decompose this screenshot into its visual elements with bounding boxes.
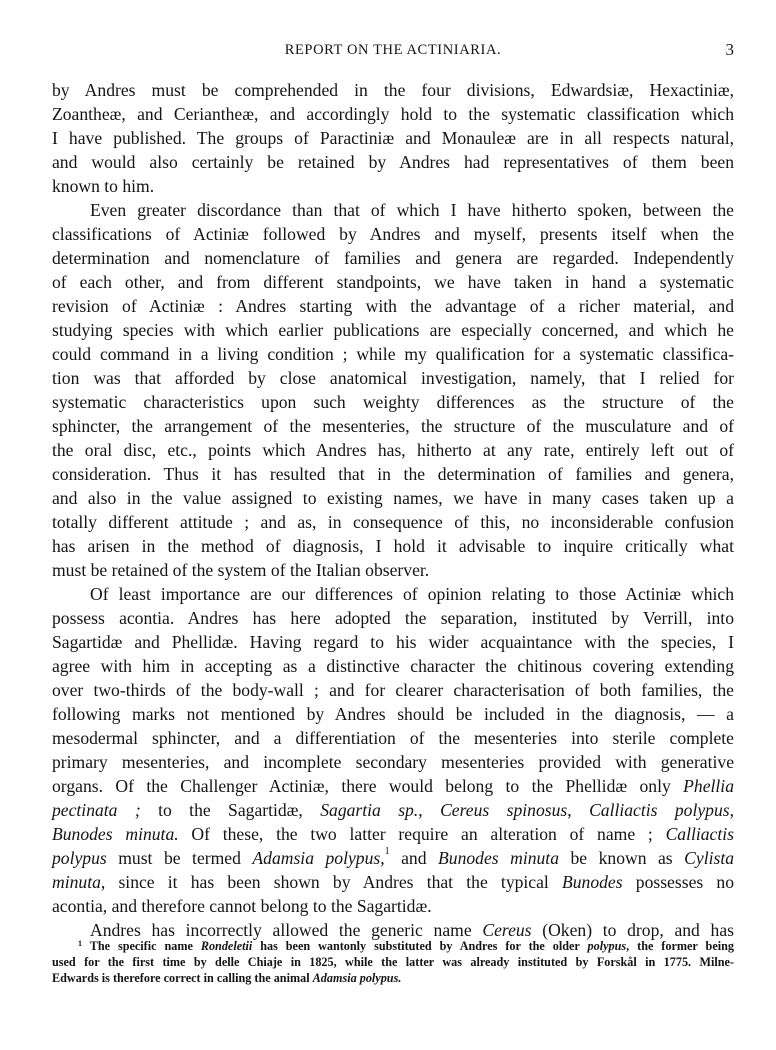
rich-text-line — [52, 822, 734, 846]
italic-text: pectinata ; — [52, 800, 141, 820]
text-run: to the Sagartidæ, — [140, 800, 321, 820]
text-line: by Andres must be comprehended in the four divisions, Edwardsiæ, Hexactiniæ, — [52, 80, 734, 100]
paragraph-2 — [52, 198, 734, 582]
italic-text: Cylista — [684, 848, 735, 868]
text-line: and would also certainly be retained by Andres had representatives of them been — [52, 152, 734, 172]
text-line: Sagartidæ and Phellidæ. Having regard to his wider acquaintance with the species, I — [52, 632, 734, 652]
footnote-marker: 1 — [78, 939, 82, 948]
text-run: , — [567, 800, 590, 820]
text-line: revision of Actiniæ : Andres starting with the advantage of a richer material, and — [52, 296, 734, 316]
paragraph-3 — [52, 582, 734, 918]
text-run: , — [418, 800, 441, 820]
text-run: be known as — [559, 848, 685, 868]
text-run: must be termed — [106, 848, 253, 868]
running-header — [52, 40, 734, 62]
text-run: has been wantonly substituted by Andres for the older — [252, 939, 588, 953]
footnote-line — [52, 954, 734, 970]
italic-text: Phellia — [683, 776, 734, 796]
text-line: of each other, and from different standpoints, we have taken in hand a systematic — [52, 272, 734, 292]
rich-text-line — [52, 774, 734, 798]
italic-text: Cereus — [482, 920, 532, 940]
paragraph-1 — [52, 78, 734, 198]
text-line: systematic characteristics upon such weighty differences as the structure of the — [52, 392, 734, 412]
footnote-line — [52, 970, 734, 986]
text-line: has arisen in the method of diagnosis, I hold it advisable to inquire critically what — [52, 536, 734, 556]
text-line: Even greater discordance than that of which I have hitherto spoken, between the — [90, 200, 734, 220]
text-line: agree with him in accepting as a distinctive character the chitinous covering extending — [52, 656, 734, 676]
text-line: tion was that afforded by close anatomical investigation, namely, that I relied for — [52, 368, 734, 388]
text-run: Andres has incorrectly allowed the generic name — [90, 920, 483, 940]
footnote — [52, 938, 734, 986]
text-run: The specific name — [82, 939, 201, 953]
text-run: acontia, and therefore cannot belong to the Sagartidæ. — [52, 896, 432, 916]
italic-text: polypus — [52, 848, 107, 868]
italic-text: Bunodes — [562, 872, 623, 892]
text-line: possess acontia. Andres has here adopted the separation, instituted by Verrill, into — [52, 608, 734, 628]
text-line: studying species with which earlier publications are especially concerned, and which he — [52, 320, 734, 340]
body-text — [52, 78, 734, 942]
footnote-marker: 1 — [384, 846, 390, 857]
italic-text: Bunodes minuta — [438, 848, 559, 868]
italic-text: Bunodes minuta. — [52, 824, 179, 844]
text-line: the oral disc, etc., points which Andres has, hitherto at any rate, entirely left out of — [52, 440, 734, 460]
italic-text: minuta — [52, 872, 101, 892]
text-line: classifications of Actiniæ followed by Andres and myself, presents itself when the — [52, 224, 734, 244]
text-line: totally different attitude ; and as, in consequence of this, no inconsiderable confusion — [52, 512, 734, 532]
text-run: Edwards is therefore correct in calling the animal — [52, 971, 313, 985]
rich-text-line — [52, 870, 734, 894]
text-line: consideration. Thus it has resulted that in the determination of families and genera, — [52, 464, 734, 484]
italic-text: Adamsia polypus, — [252, 848, 385, 868]
text-run: , — [729, 800, 735, 820]
running-title: REPORT ON THE ACTINIARIA. — [284, 42, 502, 58]
text-run: used for the first time by delle Chiaje in 1825, while the latter was already instituted by Forskål in 1775. Milne- — [52, 955, 734, 969]
text-line: must be retained of the system of the Italian observer. — [52, 560, 430, 580]
text-line: known to him. — [52, 176, 155, 196]
italic-text: Cereus spinosus — [440, 800, 568, 820]
text-run: , the former being — [626, 939, 734, 953]
text-run: possesses no — [622, 872, 734, 892]
rich-text-line — [52, 846, 734, 870]
text-line: primary mesenteries, and incomplete secondary mesenteries provided with generative — [52, 752, 734, 772]
text-run: Of these, the two latter require an alteration of name ; — [178, 824, 666, 844]
text-line: sphincter, the arrangement of the mesenteries, the structure of the musculature and of — [52, 416, 734, 436]
text-run: , since it has been shown by Andres that the typical — [100, 872, 562, 892]
italic-text: polypus — [587, 939, 627, 953]
footnote-line — [52, 938, 734, 954]
text-run: and — [389, 848, 439, 868]
text-line: determination and nomenclature of families and genera are regarded. Independently — [52, 248, 734, 268]
text-line: over two-thirds of the body-wall ; and for clearer characterisation of both families, the — [52, 680, 734, 700]
italic-text: Rondeletii — [200, 939, 253, 953]
text-line: following marks not mentioned by Andres should be included in the diagnosis, — a — [52, 704, 734, 724]
text-run: organs. Of the Challenger Actiniæ, there would belong to the Phellidæ only — [52, 776, 684, 796]
rich-text-line — [52, 894, 734, 918]
italic-text: Sagartia sp. — [320, 800, 419, 820]
italic-text: Calliactis — [665, 824, 734, 844]
text-line: I have published. The groups of Paractiniæ and Monauleæ are in all respects natural, — [52, 128, 734, 148]
text-line: Of least importance are our differences of opinion relating to those Actiniæ which — [90, 584, 734, 604]
text-line: Zoantheæ, and Ceriantheæ, and accordingly hold to the systematic classification which — [52, 104, 734, 124]
text-run: (Oken) to drop, and has — [531, 920, 734, 940]
rich-text-line — [52, 798, 734, 822]
text-line: and also in the value assigned to existing names, we have in many cases taken up a — [52, 488, 734, 508]
italic-text: Adamsia polypus. — [312, 971, 402, 985]
text-line: could command in a living condition ; while my qualification for a systematic classifica- — [52, 344, 734, 364]
italic-text: Calliactis polypus — [589, 800, 730, 820]
text-line: mesodermal sphincter, and a differentiation of the mesenteries into sterile complete — [52, 728, 734, 748]
page-number: 3 — [725, 40, 734, 59]
